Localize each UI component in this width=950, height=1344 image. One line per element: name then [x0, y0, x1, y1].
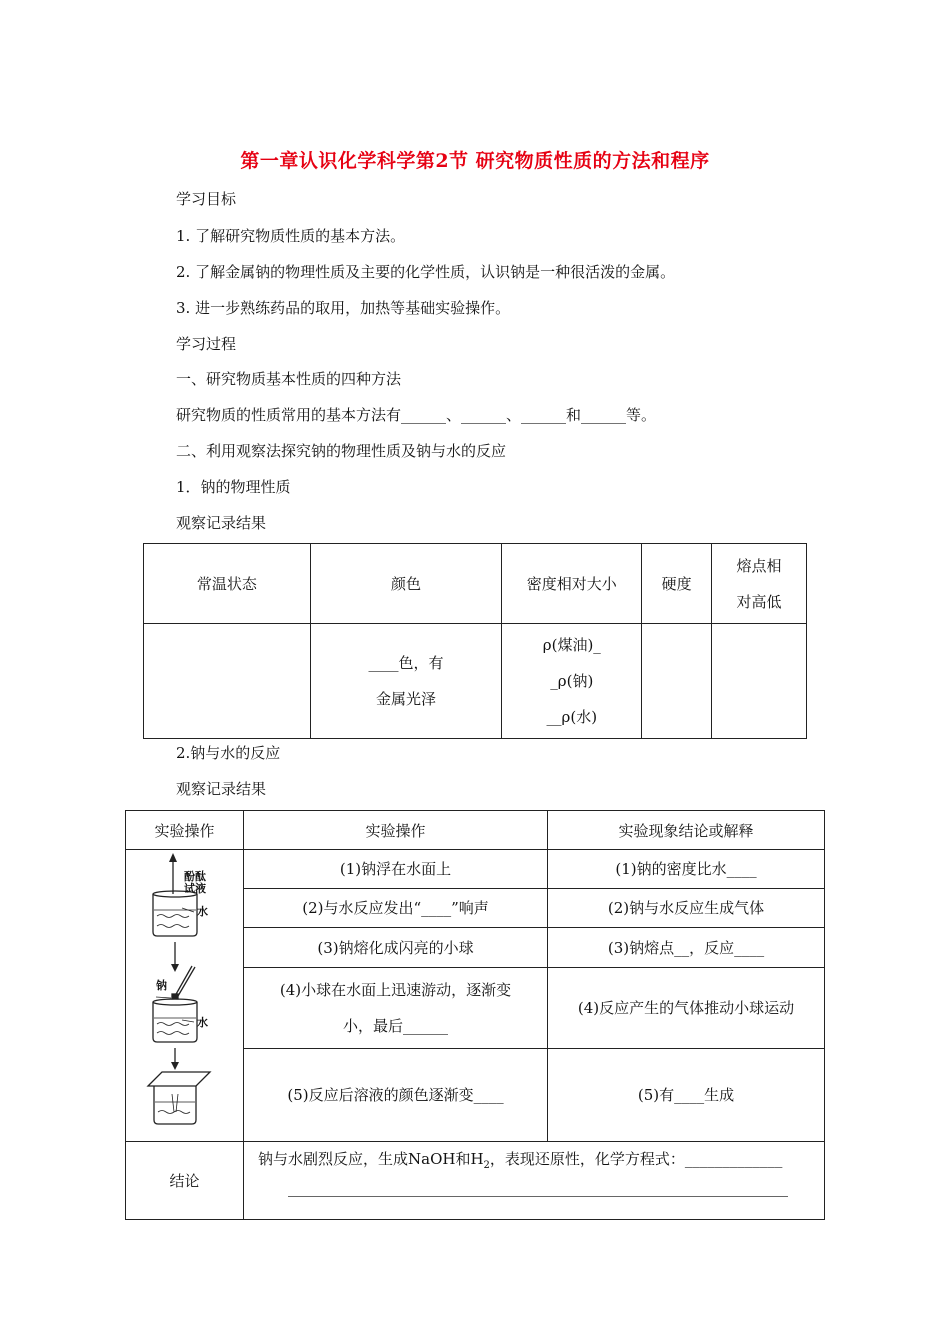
beaker-3 [154, 1086, 196, 1124]
result-row-3: (3)钠熔点__，反应____ [548, 928, 825, 968]
cell-density: ρ(煤油)_ _ρ(钠) __ρ(水) [502, 624, 642, 739]
sub1-heading: 1．钠的物理性质 [176, 478, 291, 496]
result-row-1: (1)钠的密度比水____ [548, 850, 825, 889]
conclusion-label: 结论 [126, 1142, 244, 1220]
conclusion-text: 钠与水剧烈反应，生成NaOH和$H_2$，表现还原性，化学方程式：_____________ [244, 1142, 825, 1220]
operation-row-4: (4)小球在水面上迅速游动，逐渐变 小，最后______ [244, 967, 548, 1048]
reagent-label: 酚酞 [184, 871, 206, 883]
sodium-label: 钠 [156, 980, 167, 992]
objectives-heading: 学习目标 [176, 190, 237, 208]
arrow-up-icon [169, 853, 177, 862]
water-label: 水 [197, 1017, 208, 1029]
objective-item: 3. 进一步熟练药品的取用，加热等基础实验操作。 [176, 299, 511, 317]
section2-heading: 二、利用观察法探究钠的物理性质及钠与水的反应 [176, 442, 507, 460]
header-phenomenon: 实验现象结论或解释 [548, 811, 825, 850]
experiment-figure [126, 850, 244, 1142]
objective-item: 1. 了解研究物质性质的基本方法。 [176, 227, 406, 245]
operation-row-5: (5)反应后溶液的颜色逐渐变____ [244, 1048, 548, 1141]
header-melting-point: 熔点相 对高低 [712, 544, 807, 624]
header-operation: 实验操作 [126, 811, 244, 850]
sub2-heading: 2.钠与水的反应 [176, 744, 281, 762]
objective-item: 2. 了解金属钠的物理性质及主要的化学性质，认识钠是一种很活泼的金属。 [176, 263, 676, 281]
section1-heading: 一、研究物质基本性质的四种方法 [176, 370, 402, 388]
beaker-2 [153, 1002, 197, 1042]
cell-state [144, 624, 311, 739]
result-row-4: (4)反应产生的气体推动小球运动 [548, 967, 825, 1048]
observe-label: 观察记录结果 [176, 780, 267, 798]
header-color: 颜色 [310, 544, 502, 624]
water-label: 水 [197, 906, 208, 918]
glass-plate [148, 1072, 210, 1086]
cell-color: ____色，有 金属光泽 [310, 624, 502, 739]
header-hardness: 硬度 [642, 544, 712, 624]
arrow-down-icon [171, 1062, 179, 1070]
operation-row-1: (1)钠浮在水面上 [244, 850, 548, 889]
cell-hardness [642, 624, 712, 739]
result-row-2: (2)钠与水反应生成气体 [548, 888, 825, 928]
tweezers [175, 966, 192, 996]
header-state: 常温状态 [144, 544, 311, 624]
sodium-water-reaction-table [125, 810, 825, 1220]
header-density: 密度相对大小 [502, 544, 642, 624]
reagent-label: 试液 [184, 883, 206, 895]
page-title: 第一章认识化学科学第2节 研究物质性质的方法和程序 [240, 150, 710, 172]
sodium-piece [172, 994, 178, 999]
header-operation: 实验操作 [244, 811, 548, 850]
process-heading: 学习过程 [176, 335, 237, 353]
section1-text: 研究物质的性质常用的基本方法有______、______、______和______等。 [176, 406, 657, 424]
answer-line [288, 1195, 788, 1197]
arrow-down-icon [171, 964, 179, 972]
operation-row-2: (2)与水反应发出“____”响声 [244, 888, 548, 928]
operation-row-3: (3)钠熔化成闪亮的小球 [244, 928, 548, 968]
observe-label: 观察记录结果 [176, 514, 267, 532]
experiment-apparatus-figure [126, 850, 243, 1137]
result-row-5: (5)有____生成 [548, 1048, 825, 1141]
cell-melting-point [712, 624, 807, 739]
physical-properties-table [143, 543, 807, 739]
